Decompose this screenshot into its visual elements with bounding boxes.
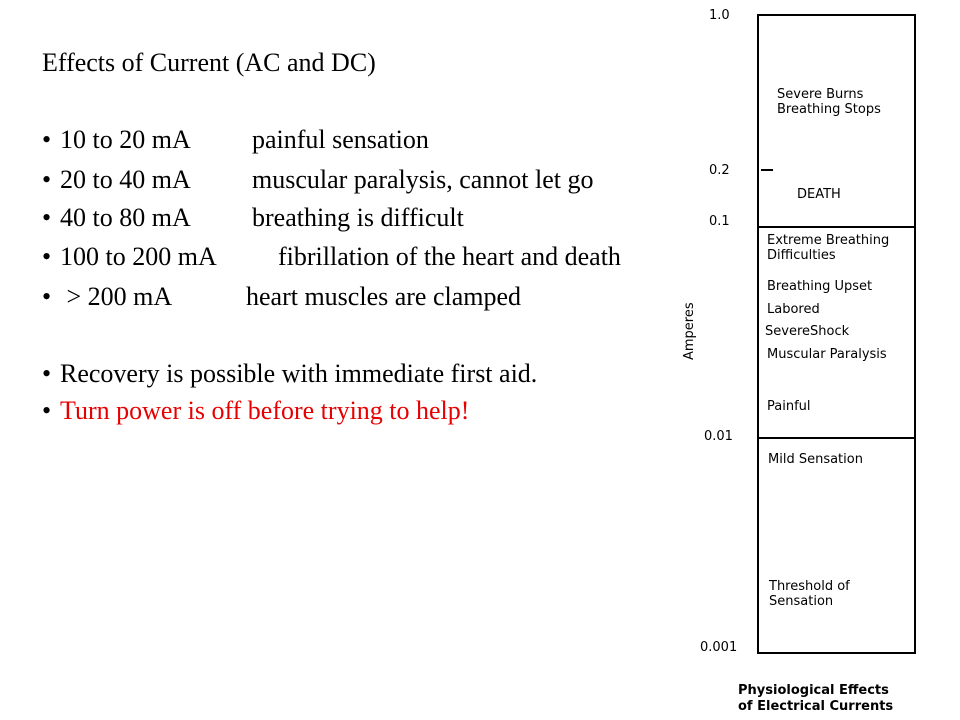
chart-caption	[738, 683, 893, 716]
zone-label	[777, 88, 881, 118]
bullet-marker: •	[42, 242, 52, 271]
bullet-marker: •	[42, 125, 52, 154]
current-range: 40 to 80 mA	[60, 203, 191, 232]
zone-text: Breathing Stops	[777, 101, 881, 117]
zone-label: DEATH	[797, 187, 841, 202]
tick-label: 0.01	[704, 429, 733, 444]
warning-item	[42, 398, 469, 424]
chart-boundary-line	[757, 437, 916, 439]
tick-label: 0.2	[709, 163, 730, 178]
zone-text: Difficulties	[767, 247, 836, 263]
tick-label: 0.1	[709, 214, 730, 229]
tick-mark	[761, 169, 773, 171]
bullet-item	[42, 167, 594, 193]
zone-label: Muscular Paralysis	[767, 347, 887, 362]
tick-label: 1.0	[709, 8, 730, 23]
effect-text: muscular paralysis, cannot let go	[252, 165, 594, 194]
bullet-marker: •	[42, 359, 52, 388]
effect-text: breathing is difficult	[252, 203, 464, 232]
current-range: > 200 mA	[60, 282, 173, 311]
bullet-item	[42, 205, 464, 231]
tick-label: 0.001	[700, 640, 738, 655]
bullet-marker: •	[42, 282, 52, 311]
effect-text: fibrillation of the heart and death	[278, 242, 621, 271]
warning-text: Turn power is off before trying to help!	[60, 396, 470, 425]
bullet-item	[42, 244, 621, 270]
zone-text: Severe Burns	[777, 87, 864, 102]
caption-line: of Electrical Currents	[738, 699, 894, 715]
zone-text: Extreme Breathing	[767, 233, 890, 248]
note-text: Recovery is possible with immediate first aid.	[60, 359, 538, 388]
zone-text: Sensation	[769, 593, 834, 609]
zone-label: Breathing Upset	[767, 279, 873, 294]
bullet-marker: •	[42, 203, 52, 232]
bullet-item	[42, 284, 521, 310]
current-range: 20 to 40 mA	[60, 165, 191, 194]
zone-label	[767, 234, 889, 264]
chart-boundary-line	[757, 226, 916, 228]
slide-title: Effects of Current (AC and DC)	[42, 48, 376, 77]
current-range: 10 to 20 mA	[60, 125, 191, 154]
effect-text: heart muscles are clamped	[246, 282, 522, 311]
zone-label	[769, 580, 850, 610]
y-axis-label: Amperes	[682, 302, 697, 360]
current-range: 100 to 200 mA	[60, 242, 217, 271]
zone-label: Labored	[767, 302, 820, 317]
zone-text: Threshold of	[769, 579, 850, 594]
zone-label: Painful	[767, 399, 811, 414]
bullet-item	[42, 127, 429, 153]
bullet-marker: •	[42, 165, 52, 194]
bullet-marker: •	[42, 396, 52, 425]
caption-line: Physiological Effects	[738, 683, 889, 698]
zone-label: SevereShock	[765, 324, 850, 339]
zone-label: Mild Sensation	[768, 452, 863, 467]
effect-text: painful sensation	[252, 125, 429, 154]
note-item	[42, 361, 537, 387]
